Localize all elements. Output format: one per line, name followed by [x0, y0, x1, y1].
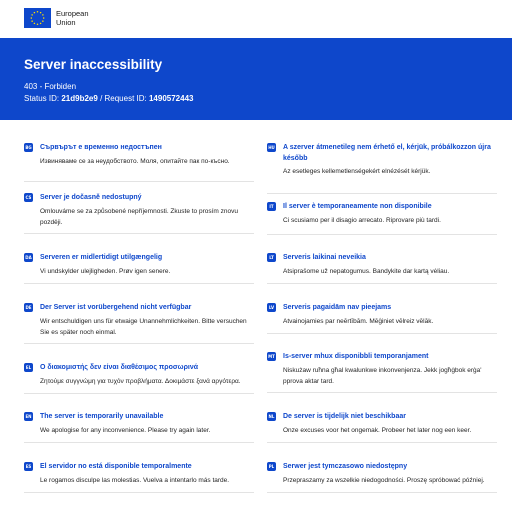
message-card-el — [24, 362, 254, 394]
request-id-value: 1490572443 — [148, 94, 194, 103]
lang-badge: NL — [268, 414, 275, 419]
message-title: Serveris laikinai neveikia — [283, 254, 366, 261]
message-card-cs — [24, 192, 254, 234]
message-title: Serveris pagaidām nav pieejams — [283, 304, 392, 311]
message-text: Az esetleges kellemetlenségekért elnézését kérjük. — [283, 168, 431, 175]
message-title: A szerver átmenetileg nem érhető el, kérjük, próbálkozzon újra később — [283, 144, 491, 162]
message-card-bg — [24, 142, 254, 182]
top-bar — [0, 0, 512, 38]
message-text: Извиняваме се за неудобството. Моля, опитайте пак по-късно. — [40, 158, 230, 165]
error-ids — [24, 94, 193, 103]
eu-star — [34, 23, 36, 25]
message-card-es — [24, 461, 254, 493]
message-text: We apologise for any inconvenience. Please try again later. — [40, 427, 211, 434]
message-text: Wir entschuldigen uns für etwaige Unannehmlichkeiten. Bitte versuchen Sie es später noch einmal. — [40, 318, 247, 336]
lang-badge: IT — [267, 202, 276, 211]
message-title: Server je dočasně nedostupný — [40, 194, 142, 201]
lang-badge: EN — [25, 414, 32, 419]
message-title: Сървърът е временно недостъпен — [40, 144, 162, 151]
eu-star — [43, 17, 45, 19]
message-card-pl — [267, 461, 497, 493]
eu-star — [40, 12, 42, 14]
lang-badge: CS — [25, 195, 32, 200]
message-title: El servidor no está disponible temporalmente — [40, 463, 192, 470]
message-text: Omlouváme se za způsobené nepříjemnosti. Zkuste to prosím znovu později. — [40, 208, 238, 226]
eu-logo-text — [56, 10, 89, 27]
message-title: The server is temporarily unavailable — [40, 413, 164, 420]
eu-star — [37, 11, 39, 13]
eu-star — [40, 23, 42, 25]
message-text: Le rogamos disculpe las molestias. Vuelva a intentarlo más tarde. — [40, 477, 230, 484]
message-text: Przepraszamy za wszelkie niedogodności. Proszę spróbować później. — [283, 477, 485, 484]
message-text: Atvainojamies par neērtībām. Mēģiniet vēlreiz vēlāk. — [283, 318, 434, 325]
message-card-de — [24, 302, 254, 344]
message-title: Der Server ist vorübergehend nicht verfügbar — [40, 304, 192, 311]
eu-star — [31, 20, 33, 22]
lang-badge: ES — [25, 464, 32, 469]
lang-badge: HU — [268, 145, 275, 150]
page-title: Server inaccessibility — [24, 57, 163, 72]
logo-line-1: European — [56, 9, 89, 18]
eu-star — [37, 23, 39, 25]
request-id-label: / Request ID: — [100, 94, 147, 103]
message-text: Atsiprašome už nepatogumus. Bandykite dar kartą vėliau. — [283, 268, 450, 275]
message-title: Is-server mhux disponibbli temporanjament — [283, 353, 429, 360]
eu-star — [34, 12, 36, 14]
status-id-value: 21d9b2e9 — [61, 94, 98, 103]
lang-badge: PL — [268, 464, 275, 469]
message-title: Il server è temporaneamente non disponibile — [283, 203, 432, 210]
message-card-nl — [267, 411, 497, 443]
message-card-en — [24, 411, 254, 443]
lang-badge: LT — [267, 253, 276, 262]
lang-badge: LV — [268, 305, 275, 310]
error-code: 403 - Forbiden — [24, 82, 77, 91]
message-title: De server is tijdelijk niet beschikbaar — [283, 413, 406, 420]
logo-line-2: Union — [56, 17, 76, 27]
hero-banner — [0, 38, 512, 120]
message-card-lv — [267, 302, 497, 334]
message-title: Serveren er midlertidigt utilgængelig — [40, 254, 163, 261]
eu-star — [42, 14, 44, 16]
message-card-mt — [267, 351, 497, 393]
message-card-lt — [267, 252, 497, 284]
lang-badge: EL — [25, 365, 32, 370]
lang-badge: DA — [25, 255, 32, 260]
eu-star — [31, 14, 33, 16]
lang-badge: DE — [25, 305, 32, 310]
eu-star — [31, 17, 33, 19]
status-id-label: Status ID: — [24, 94, 60, 103]
lang-badge: MT — [268, 354, 275, 359]
message-text: Ci scusiamo per il disagio arrecato. Riprovare più tardi. — [283, 217, 441, 224]
message-card-hu — [267, 142, 497, 194]
message-text: Niskużaw ruħna għal kwalunkwe inkonvenjenza. Jekk jogħġbok erġa' pprova aktar tard. — [283, 367, 482, 385]
message-text: Ζητούμε συγγνώμη για τυχόν προβλήματα. Δοκιμάστε ξανά αργότερα. — [40, 378, 241, 385]
message-text: Vi undskylder ulejligheden. Prøv igen senere. — [40, 268, 171, 275]
message-card-da — [24, 252, 254, 284]
lang-badge: BG — [25, 145, 32, 150]
message-card-it — [267, 201, 497, 235]
message-text: Onze excuses voor het ongemak. Probeer het later nog een keer. — [283, 427, 472, 434]
message-title: Serwer jest tymczasowo niedostępny — [283, 463, 408, 470]
eu-flag-icon — [24, 8, 51, 28]
eu-star — [42, 20, 44, 22]
message-title: Ο διακομιστής δεν είναι διαθέσιμος προσωρινά — [40, 364, 199, 371]
